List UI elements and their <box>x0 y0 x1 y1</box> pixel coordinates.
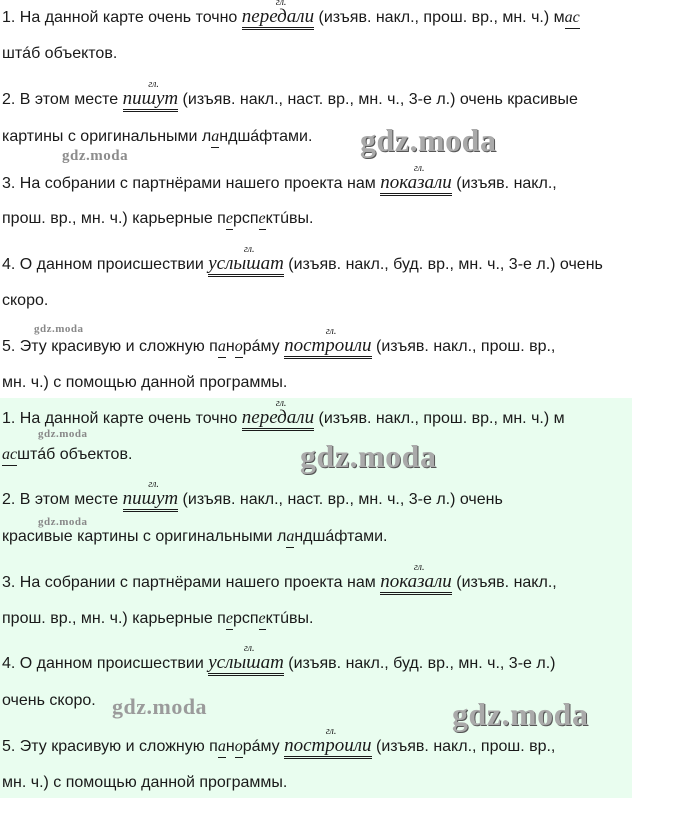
watermark: gdz.moda <box>38 516 88 528</box>
s2-line-9: 5. Эту красивую и сложную панорáму гл. построили (изъяв. накл., прош. вр., <box>2 737 555 759</box>
vowel-highlight: о <box>235 337 243 358</box>
s2-line-6: прош. вр., мн. ч.) карьерные перспектúвы. <box>2 609 313 630</box>
s1-line-8: скоро. <box>2 292 49 309</box>
s1-line-7: 4. О данном происшествии гл. услышат (изъяв. накл., буд. вр., мн. ч., 3-е л.) очень <box>2 255 603 277</box>
vowel-highlight: ас <box>2 445 17 466</box>
vowel-highlight: а <box>286 527 294 548</box>
vowel-highlight: а <box>218 337 226 358</box>
verb-predicate: гл. показали <box>380 573 452 595</box>
verb-predicate: гл. услышат <box>208 255 284 277</box>
s1-line-5: 3. На собрании с партнёрами нашего проекта нам гл. показали (изъяв. накл., <box>2 174 557 196</box>
s2-line-8: очень скоро. <box>2 692 96 709</box>
verb-predicate: гл. показали <box>380 174 452 196</box>
watermark: gdz.moda <box>38 428 88 440</box>
s1-line-1: 1. На данной карте очень точно гл. передали (изъяв. накл., прош. вр., мн. ч.) мас <box>2 8 580 30</box>
watermark: gdz.moda <box>300 438 437 474</box>
s2-line-5: 3. На собрании с партнёрами нашего проекта нам гл. показали (изъяв. накл., <box>2 573 557 595</box>
verb-predicate: гл. пишут <box>123 490 179 512</box>
verb-predicate: гл. передали <box>242 409 314 431</box>
vowel-highlight: е <box>259 609 266 630</box>
verb-predicate: гл. построили <box>284 737 371 759</box>
watermark: gdz.moda <box>112 694 208 719</box>
vowel-highlight: а <box>211 127 219 148</box>
vowel-highlight: а <box>218 737 226 758</box>
s1-line-9: 5. Эту красивую и сложную панорáму гл. построили (изъяв. накл., прош. вр., <box>2 337 555 359</box>
watermark: gdz.moda <box>452 696 589 732</box>
vowel-highlight: е <box>226 609 233 630</box>
s2-line-10: мн. ч.) с помощью данной программы. <box>2 774 288 791</box>
s2-line-4: красивые картины с оригинальными ландшáфтами. <box>2 527 388 548</box>
s2-line-1: 1. На данной карте очень точно гл. передали (изъяв. накл., прош. вр., мн. ч.) м <box>2 409 565 431</box>
s1-line-2: штáб объектов. <box>2 45 118 62</box>
verb-predicate: гл. передали <box>242 8 314 30</box>
watermark: gdz.moda <box>62 148 129 164</box>
watermark: gdz.moda <box>360 122 497 158</box>
vowel-highlight: е <box>226 209 233 230</box>
s1-line-3: 2. В этом месте гл. пишут (изъяв. накл., наст. вр., мн. ч., 3-е л.) очень красивые <box>2 90 578 112</box>
vowel-highlight: о <box>235 737 243 758</box>
s1-line-4: картины с оригинальными ландшáфтами. <box>2 127 312 148</box>
s1-line-10: мн. ч.) с помощью данной программы. <box>2 374 288 391</box>
s2-line-3: 2. В этом месте гл. пишут (изъяв. накл., наст. вр., мн. ч., 3-е л.) очень <box>2 490 503 512</box>
watermark: gdz.moda <box>34 323 84 335</box>
s2-line-2: асштáб объектов. <box>2 445 132 466</box>
verb-predicate: гл. пишут <box>123 90 179 112</box>
s2-line-7: 4. О данном происшествии гл. услышат (изъяв. накл., буд. вр., мн. ч., 3-е л.) <box>2 654 555 676</box>
s1-line-6: прош. вр., мн. ч.) карьерные перспектúвы. <box>2 209 313 230</box>
verb-predicate: гл. построили <box>284 337 371 359</box>
vowel-highlight: ас <box>565 8 580 29</box>
verb-predicate: гл. услышат <box>208 654 284 676</box>
vowel-highlight: е <box>259 209 266 230</box>
